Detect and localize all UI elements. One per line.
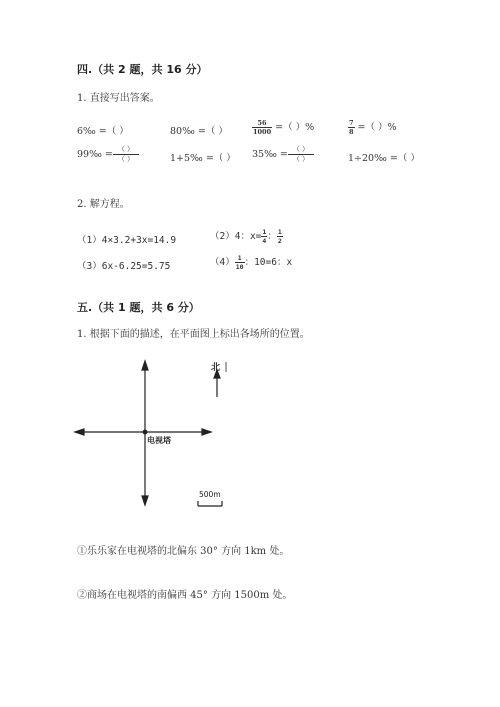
answer-item-80-permille: 80‰ =（ ） bbox=[170, 126, 228, 137]
fraction-numerator: （ ） bbox=[117, 145, 135, 153]
fraction-denominator: 10 bbox=[235, 263, 244, 271]
fraction-numerator: 1 bbox=[262, 227, 267, 236]
answer-item-1-plus-5-permille: 1+5‰ =（ ） bbox=[170, 153, 236, 164]
fraction-denominator: 2 bbox=[277, 237, 282, 245]
answer-item-rest: =（ ）% bbox=[354, 122, 397, 133]
fraction-numerator: 1 bbox=[237, 253, 242, 262]
fraction-denominator: （ ） bbox=[113, 154, 139, 163]
description-2: ②商场在电视塔的南偏西 45° 方向 1500m 处。 bbox=[77, 590, 293, 601]
fraction-denominator: 1000 bbox=[253, 128, 272, 136]
north-label: 北 bbox=[211, 363, 221, 373]
equation-pre: （2）4：x= bbox=[210, 231, 262, 242]
tv-tower-point bbox=[143, 430, 147, 434]
equation-pre: （4） bbox=[210, 257, 235, 268]
fraction-numerator: （ ） bbox=[292, 145, 310, 153]
answer-item-pre: 99‰ = bbox=[77, 149, 113, 160]
equation-rest: ：10=6：x bbox=[244, 257, 293, 268]
answer-item-6-permille: 6‰ =（ ） bbox=[77, 126, 129, 137]
answer-item-rest: =（ ）% bbox=[272, 122, 315, 133]
fraction-denominator: （ ） bbox=[288, 154, 314, 163]
axis-arrow-down bbox=[142, 496, 148, 505]
question-3-prompt: 1. 根据下面的描述，在平面图上标出各场所的位置。 bbox=[77, 329, 310, 340]
question-1-prompt: 1. 直接写出答案。 bbox=[77, 93, 160, 104]
equation-3: （3）6x-6.25=5.75 bbox=[77, 261, 171, 272]
answer-item-pre: 35‰ = bbox=[252, 149, 288, 160]
answer-item-1-div-20-permille: 1÷20‰ =（ ） bbox=[348, 153, 420, 164]
fraction-denominator: 8 bbox=[349, 128, 354, 136]
equation-colon: ： bbox=[267, 231, 277, 242]
section-4-title: 四.（共 2 题，共 16 分） bbox=[77, 63, 208, 76]
section-5-title: 五.（共 1 题，共 6 分） bbox=[77, 301, 200, 314]
scale-label: 500m bbox=[199, 490, 221, 499]
fraction-numerator: 1 bbox=[277, 227, 282, 236]
axis-arrow-up bbox=[142, 361, 148, 370]
equation-1: （1）4×3.2+3x=14.9 bbox=[77, 235, 177, 246]
fraction-denominator: 4 bbox=[262, 237, 267, 245]
fraction-numerator: 56 bbox=[257, 118, 267, 127]
question-2-prompt: 2. 解方程。 bbox=[77, 199, 130, 210]
axis-arrow-left bbox=[75, 429, 84, 435]
description-1: ①乐乐家在电视塔的北偏东 30° 方向 1km 处。 bbox=[77, 546, 290, 557]
axis-arrow-right bbox=[202, 429, 211, 435]
fraction-numerator: 7 bbox=[349, 118, 354, 127]
tv-tower-label: 电视塔 bbox=[147, 436, 171, 445]
